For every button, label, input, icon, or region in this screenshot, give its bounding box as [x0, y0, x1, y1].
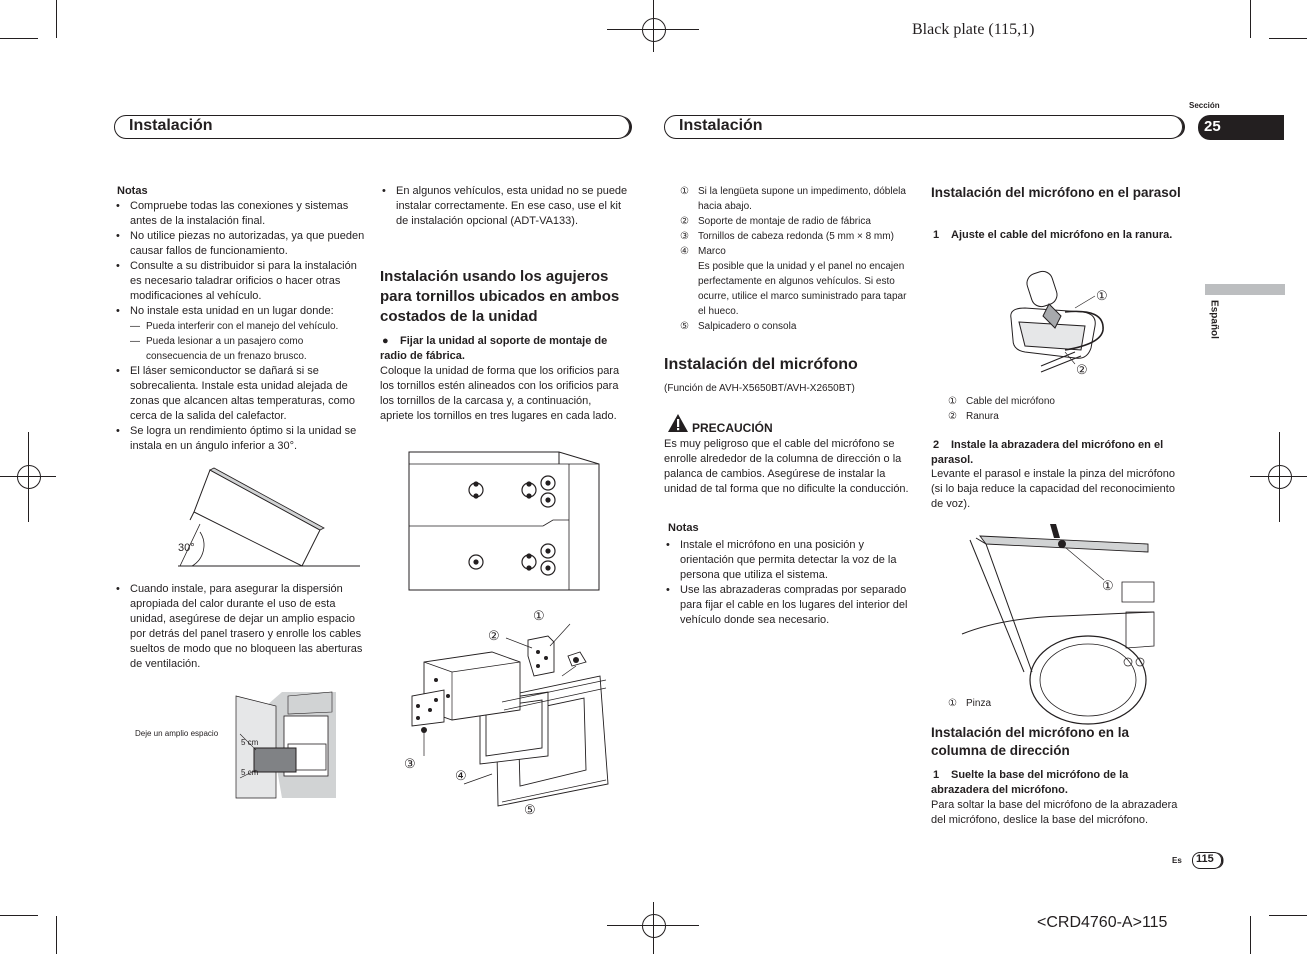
notes-title: Notas: [668, 522, 699, 534]
step-heading: [931, 228, 1185, 243]
left-header-bar: [114, 115, 630, 139]
crop-mark: [0, 38, 38, 39]
callout-1: ①: [533, 608, 545, 623]
crop-mark: [1269, 38, 1307, 39]
page-number-badge: [1192, 852, 1222, 869]
page-number: 115: [1196, 853, 1214, 865]
step-number: 1: [933, 769, 940, 781]
legend-item: [680, 214, 910, 229]
body-text: Coloque la unidad de forma que los orificios para los tornillos estén alineados con los orificios para los tornillos de la carcasa y, a continuación, apriete los tornillos en tres lugares en cada lado.: [380, 365, 620, 422]
crop-mark: [56, 0, 57, 38]
crop-mark: [56, 916, 57, 954]
legend-text: Ranura: [966, 411, 999, 422]
step-heading: [931, 768, 1185, 798]
notes-list-3: [114, 582, 366, 672]
callout-1: ①: [1102, 578, 1114, 593]
legend-item: [948, 409, 1178, 424]
list-item: • Se logra un rendimiento óptimo si la unidad se instala en un ángulo inferior a 30°.: [114, 424, 366, 454]
callout-3: ③: [404, 756, 416, 771]
list-item: • Instale el micrófono en una posición y orientación que permita detectar la voz de la persona que utiliza el sistema.: [664, 538, 912, 583]
caution-text: Es muy peligroso que el cable del micrófono se enrolle alrededor de la columna de dirección o la palanca de cambios. Asegúrese de instalar la unidad de tal forma que no dificulte la conducción.: [664, 438, 909, 495]
list-item: • Cuando instale, para asegurar la dispersión apropiada del calor durante el uso de esta unidad, asegúrese de dejar un amplio espacio por detrás del panel trasero y enrolle los cables sueltos de modo que no bloqueen las aberturas de ventilación.: [114, 582, 366, 672]
legend-item: [680, 229, 910, 244]
list-item: — Pueda interferir con el manejo del vehículo.: [114, 319, 366, 334]
legend-number: ②: [680, 216, 689, 227]
left-header-title: Instalación: [129, 117, 213, 134]
step-text: Fijar la unidad al soporte de montaje de radio de fábrica.: [380, 335, 608, 362]
registration-mark-icon: [642, 914, 666, 938]
step-heading: [931, 438, 1185, 468]
col2-bullets: [380, 184, 628, 229]
step-number: 2: [933, 439, 940, 451]
list-item: • No instale esta unidad en un lugar donde:: [114, 304, 366, 319]
step-text: Suelte la base del micrófono de la abrazadera del micrófono.: [931, 769, 1129, 796]
section-heading: Instalación del micrófono: [664, 356, 858, 373]
legend-list: [680, 184, 910, 334]
legend-number: ④: [680, 246, 689, 257]
legend-item: [948, 696, 1178, 711]
warning-icon: [667, 413, 689, 433]
callout-1: ①: [1096, 288, 1108, 303]
legend-text: Si la lengüeta supone un impedimento, dóblela hacia abajo.: [698, 186, 906, 212]
page-lang: Es: [1172, 856, 1182, 865]
legend-list: [948, 394, 1178, 424]
legend-text: Soporte de montaje de radio de fábrica: [698, 216, 871, 227]
legend-text: Tornillos de cabeza redonda (5 mm × 8 mm): [698, 231, 894, 242]
list-item: • Use las abrazaderas compradas por separado para fijar el cable en los lugares del interior del vehículo donde sea necesario.: [664, 583, 912, 628]
section-number-badge: [1198, 115, 1284, 140]
step-text: Ajuste el cable del micrófono en la ranura.: [951, 229, 1173, 241]
angle-figure: [170, 462, 370, 572]
plate-label: Black plate (115,1): [912, 21, 1035, 38]
notes-list: [114, 199, 366, 454]
angle-label: 30°: [178, 542, 195, 554]
step-number: 1: [933, 229, 940, 241]
language-label: Español: [1208, 300, 1220, 339]
crop-mark: [1279, 432, 1280, 522]
list-item: • En algunos vehículos, esta unidad no se puede instalar correctamente. En ese caso, use el kit de instalación opcional (ADT-VA133).: [380, 184, 628, 229]
registration-mark-icon: [642, 18, 666, 42]
legend-list: [948, 696, 1178, 711]
right-header-title: Instalación: [679, 117, 763, 134]
crop-mark: [1250, 0, 1251, 38]
callout-2: ②: [1076, 362, 1088, 377]
exploded-install-figure: [400, 606, 610, 818]
step-text: Instale la abrazadera del micrófono en el parasol.: [931, 439, 1164, 466]
legend-text: Es posible que la unidad y el panel no encajen perfectamente en algunos vehículos. Si esto ocurre, utilice el marco suministrado para tapar el hueco.: [698, 261, 907, 317]
section-heading: Instalación del micrófono en la columna de dirección: [931, 725, 1130, 758]
legend-item: [948, 394, 1178, 409]
footer-code: <CRD4760-A>115: [1037, 914, 1168, 931]
legend-item: [680, 184, 910, 214]
body-text: Levante el parasol e instale la pinza del micrófono (si lo baja reduce la capacidad del reconocimiento de voz).: [931, 468, 1175, 510]
section-number: 25: [1204, 118, 1221, 135]
list-item: • El láser semiconductor se dañará si se sobrecalienta. Instale esta unidad alejada de zonas que alcancen altas temperaturas, como cerca de la salida del calefactor.: [114, 364, 366, 424]
list-item: — Pueda lesionar a un pasajero como consecuencia de un frenazo brusco.: [114, 334, 366, 364]
list-item: • Compruebe todas las conexiones y sistemas antes de la instalación final.: [114, 199, 366, 229]
legend-text: Cable del micrófono: [966, 396, 1055, 407]
crop-mark: [653, 902, 654, 954]
crop-mark: [653, 0, 654, 52]
notes-title: Notas: [117, 185, 148, 197]
legend-text: Pinza: [966, 698, 992, 709]
registration-mark-icon: [1268, 465, 1292, 489]
section-label: Sección: [1189, 101, 1220, 110]
cm-label: 5 cm: [241, 768, 259, 777]
crop-mark: [0, 915, 38, 916]
step-heading: ● Fijar la unidad al soporte de montaje de radio de fábrica.: [380, 334, 628, 364]
cm-label: 5 cm: [241, 738, 259, 747]
legend-item: [680, 319, 910, 334]
crop-mark: [1250, 916, 1251, 954]
legend-number: ①: [948, 396, 957, 407]
legend-text: Marco: [698, 246, 726, 257]
crop-mark: [1269, 915, 1307, 916]
list-item: • Consulte a su distribuidor si para la instalación es necesario taladrar orificios o hacer otras modificaciones al vehículo.: [114, 259, 366, 304]
legend-number: ①: [680, 186, 689, 197]
crop-mark: [28, 432, 29, 522]
section-heading: Instalación del micrófono en el parasol: [931, 185, 1181, 200]
caution-title: PRECAUCIÓN: [692, 421, 773, 435]
legend-number: ①: [948, 698, 957, 709]
callout-5: ⑤: [524, 802, 536, 817]
legend-item: [680, 259, 910, 319]
callout-4: ④: [455, 768, 467, 783]
unit-side-figure: [409, 450, 603, 594]
legend-item: [680, 244, 910, 259]
legend-number: ⑤: [680, 321, 689, 332]
microphone-slot-figure: [1005, 268, 1115, 376]
legend-number: ②: [948, 411, 957, 422]
section-heading: Instalación usando los agujeros para tornillos ubicados en ambos costados de la unidad: [380, 268, 620, 325]
function-note: (Función de AVH-X5650BT/AVH-X2650BT): [664, 383, 855, 394]
callout-2: ②: [488, 628, 500, 643]
legend-number: ③: [680, 231, 689, 242]
space-label: Deje un amplio espacio: [135, 729, 219, 738]
body-text: Para soltar la base del micrófono de la abrazadera del micrófono, deslice la base del micrófono.: [931, 799, 1178, 826]
list-item: • No utilice piezas no autorizadas, ya que pueden causar fallos de funcionamiento.: [114, 229, 366, 259]
registration-mark-icon: [17, 465, 41, 489]
sun-visor-figure: [962, 522, 1154, 682]
notes-list: [664, 538, 912, 628]
legend-text: Salpicadero o consola: [698, 321, 797, 332]
right-header-bar: [664, 115, 1183, 139]
column-1: [114, 184, 366, 454]
